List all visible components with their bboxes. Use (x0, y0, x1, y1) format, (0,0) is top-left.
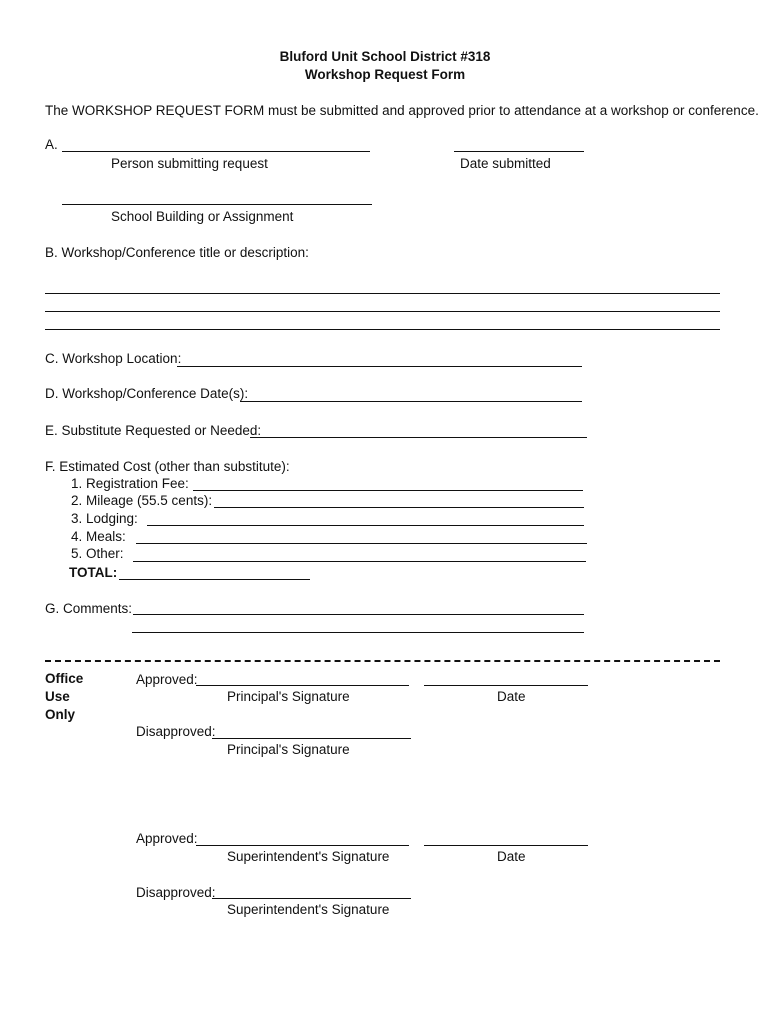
comments-line-1[interactable] (133, 614, 584, 615)
principal-disapproved-signature-field[interactable] (212, 738, 411, 739)
section-e-label: E. Substitute Requested or Needed: (45, 423, 262, 438)
principal-approved-signature-label: Principal's Signature (227, 689, 350, 704)
workshop-dates-field[interactable] (240, 401, 582, 402)
section-d-label: D. Workshop/Conference Date(s): (45, 386, 249, 401)
description-line-3[interactable] (45, 329, 720, 330)
substitute-field[interactable] (250, 437, 587, 438)
section-a-marker: A. (45, 137, 58, 152)
section-b-label: B. Workshop/Conference title or description: (45, 245, 309, 260)
total-label: TOTAL: (69, 565, 118, 580)
date-submitted-field[interactable] (454, 151, 584, 152)
intro-text: The WORKSHOP REQUEST FORM must be submitted and approved prior to attendance at a workshop or conference. (45, 103, 759, 118)
comments-line-2[interactable] (132, 632, 584, 633)
meals-field[interactable] (136, 543, 587, 544)
principal-approved-signature-field[interactable] (196, 685, 409, 686)
other-label: 5. Other: (71, 546, 124, 561)
office-heading-line-3: Only (45, 707, 76, 722)
superintendent-disapproved-label: Disapproved: (136, 885, 216, 900)
principal-disapproved-signature-label: Principal's Signature (227, 742, 350, 757)
mileage-field[interactable] (214, 507, 584, 508)
description-line-1[interactable] (45, 293, 720, 294)
district-name: Bluford Unit School District #318 (279, 49, 491, 64)
superintendent-approved-signature-field[interactable] (196, 845, 409, 846)
registration-fee-label: 1. Registration Fee: (71, 476, 189, 491)
superintendent-approved-date-field[interactable] (424, 845, 588, 846)
section-f-label: F. Estimated Cost (other than substitute): (45, 459, 290, 474)
principal-disapproved-label: Disapproved: (136, 724, 216, 739)
workshop-location-field[interactable] (177, 366, 582, 367)
school-building-label: School Building or Assignment (111, 209, 294, 224)
description-line-2[interactable] (45, 311, 720, 312)
office-heading-line-2: Use (45, 689, 70, 704)
superintendent-approved-date-label: Date (497, 849, 526, 864)
person-submitting-field[interactable] (62, 151, 370, 152)
superintendent-approved-signature-label: Superintendent's Signature (227, 849, 390, 864)
superintendent-disapproved-signature-label: Superintendent's Signature (227, 902, 390, 917)
principal-approved-date-field[interactable] (424, 685, 588, 686)
form-title: Workshop Request Form (304, 67, 466, 82)
total-field[interactable] (119, 579, 310, 580)
mileage-label: 2. Mileage (55.5 cents): (71, 493, 213, 508)
section-g-label: G. Comments: (45, 601, 133, 616)
registration-fee-field[interactable] (193, 490, 583, 491)
office-use-separator (45, 660, 720, 662)
principal-approved-date-label: Date (497, 689, 526, 704)
office-heading-line-1: Office (45, 671, 84, 686)
meals-label: 4. Meals: (71, 529, 126, 544)
person-submitting-label: Person submitting request (111, 156, 268, 171)
date-submitted-label: Date submitted (460, 156, 551, 171)
other-field[interactable] (133, 561, 586, 562)
superintendent-disapproved-signature-field[interactable] (212, 898, 411, 899)
lodging-field[interactable] (147, 525, 584, 526)
section-c-label: C. Workshop Location: (45, 351, 182, 366)
principal-approved-label: Approved: (136, 672, 198, 687)
lodging-label: 3. Lodging: (71, 511, 138, 526)
superintendent-approved-label: Approved: (136, 831, 198, 846)
school-building-field[interactable] (62, 204, 372, 205)
